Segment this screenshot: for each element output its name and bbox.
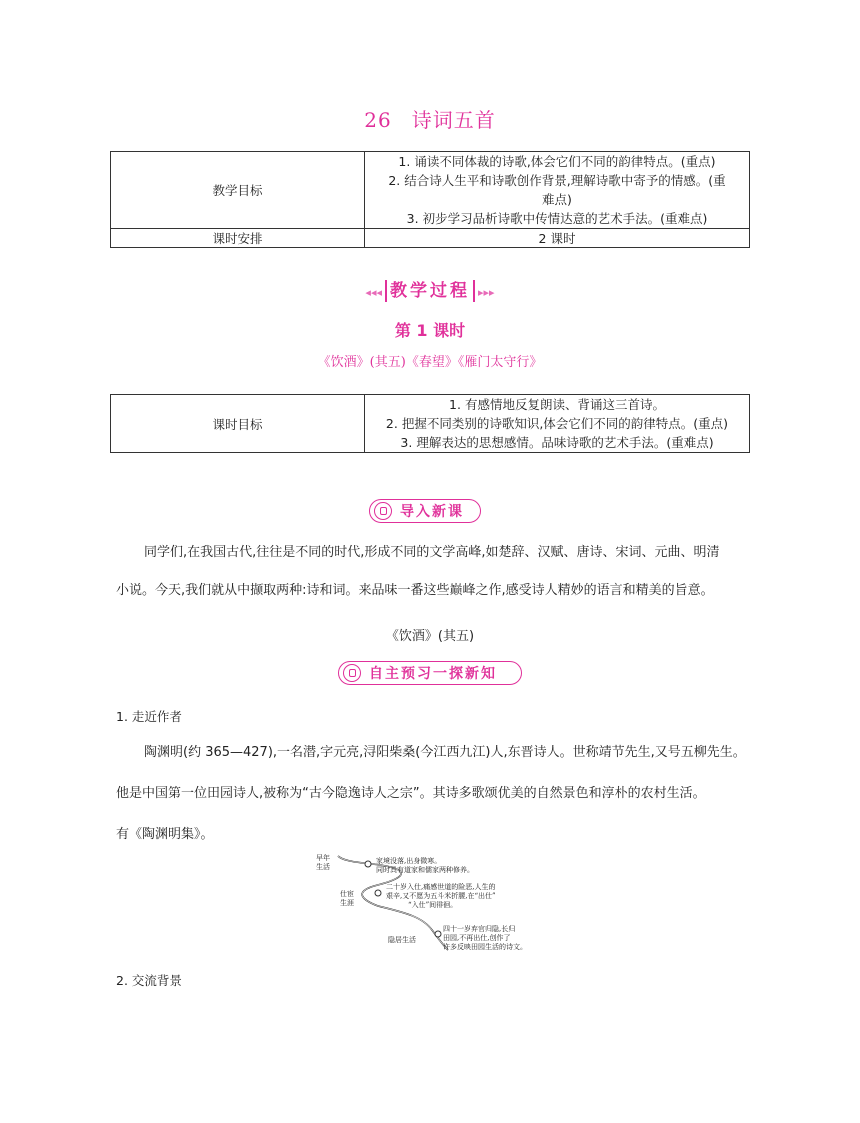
- section-pill-intro: [369, 499, 481, 523]
- poems-line: 《饮酒》(其五)《春望》《雁门太守行》: [317, 355, 543, 370]
- author-line: 有《陶渊明集》。: [116, 827, 214, 842]
- item-heading: 2. 交流背景: [116, 973, 182, 988]
- teaching-process-banner: [0, 276, 860, 302]
- page-title: [0, 104, 860, 133]
- goal-line: 2. 把握不同类别的诗歌知识,体会它们不同的韵律特点。(重点): [385, 416, 729, 431]
- author-line: 他是中国第一位田园诗人,被称为“古今隐逸诗人之宗”。其诗多歌颂优美的自然景色和淳朴的农村生活。: [116, 786, 706, 801]
- schedule-label: 课时安排: [111, 229, 365, 248]
- section-label: 自主预习一探新知: [369, 666, 497, 682]
- bell-icon: [374, 502, 392, 520]
- biography-diagram: [312, 852, 558, 958]
- objectives-table: [110, 151, 750, 248]
- arrows-right: ▸▸▸: [478, 286, 495, 299]
- objectives-label: 教学目标: [111, 152, 365, 229]
- arrows-left: ◂◂◂: [365, 286, 382, 299]
- stage-label: 隐居生活: [388, 936, 416, 944]
- objective-line: 2. 结合诗人生平和诗歌创作背景,理解诗歌中寄予的情感。(重: [388, 173, 726, 188]
- lesson-title: 诗词五首: [411, 108, 496, 132]
- banner-bar: [385, 280, 387, 302]
- stage-label: 早年 生活: [316, 854, 330, 871]
- banner-text: 教学过程: [390, 281, 470, 301]
- schedule-value: 2 课时: [365, 229, 750, 248]
- author-line: 陶渊明(约 365—427),一名潜,字元亮,浔阳柴桑(今江西九江)人,东晋诗人。世称靖节先生,又号五柳先生。: [144, 745, 746, 760]
- section-pill-preview: [338, 661, 522, 685]
- intro-line: 小说。今天,我们就从中撷取两种:诗和词。来品味一番这些巅峰之作,感受诗人精妙的语言和精美的旨意。: [116, 583, 714, 598]
- goal-line: 1. 有感情地反复朗读、背诵这三首诗。: [449, 397, 665, 412]
- lesson-heading: 第 1 课时: [394, 321, 466, 340]
- stage-text: 家境没落,出身微寒。 同时具有道家和儒家两种修养。: [376, 857, 474, 874]
- banner-bar: [473, 280, 475, 302]
- intro-line: 同学们,在我国古代,往往是不同的时代,形成不同的文学高峰,如楚辞、汉赋、唐诗、宋词、元曲、明清: [144, 545, 720, 560]
- lesson-number: 26: [364, 108, 392, 132]
- item-heading: 1. 走近作者: [116, 709, 182, 724]
- goals-content: [365, 395, 750, 453]
- bell-icon: [343, 664, 361, 682]
- stage-text: 四十一岁弃官归隐,长归 田园,不再出仕,创作了 许多反映田园生活的诗文。: [443, 925, 527, 951]
- lesson-goals-table: [110, 394, 750, 453]
- objective-line: 1. 诵读不同体裁的诗歌,体会它们不同的韵律特点。(重点): [398, 154, 716, 169]
- objectives-content: [365, 152, 750, 229]
- stage-text: 二十岁入仕,痛感世道的险恶,人生的 艰辛,又不愿为五斗米折腰,在“出仕” “入仕”间徘徊。: [386, 883, 496, 909]
- section-label: 导入新课: [400, 504, 464, 520]
- goal-line: 3. 理解表达的思想感情。品味诗歌的艺术手法。(重难点): [400, 435, 714, 450]
- stage-label: 仕宦 生涯: [340, 890, 354, 907]
- objective-line: 3. 初步学习品析诗歌中传情达意的艺术手法。(重难点): [406, 211, 708, 226]
- goals-label: 课时目标: [111, 395, 365, 453]
- objective-line: 难点): [542, 192, 572, 207]
- poem-heading: 《饮酒》(其五): [385, 629, 475, 644]
